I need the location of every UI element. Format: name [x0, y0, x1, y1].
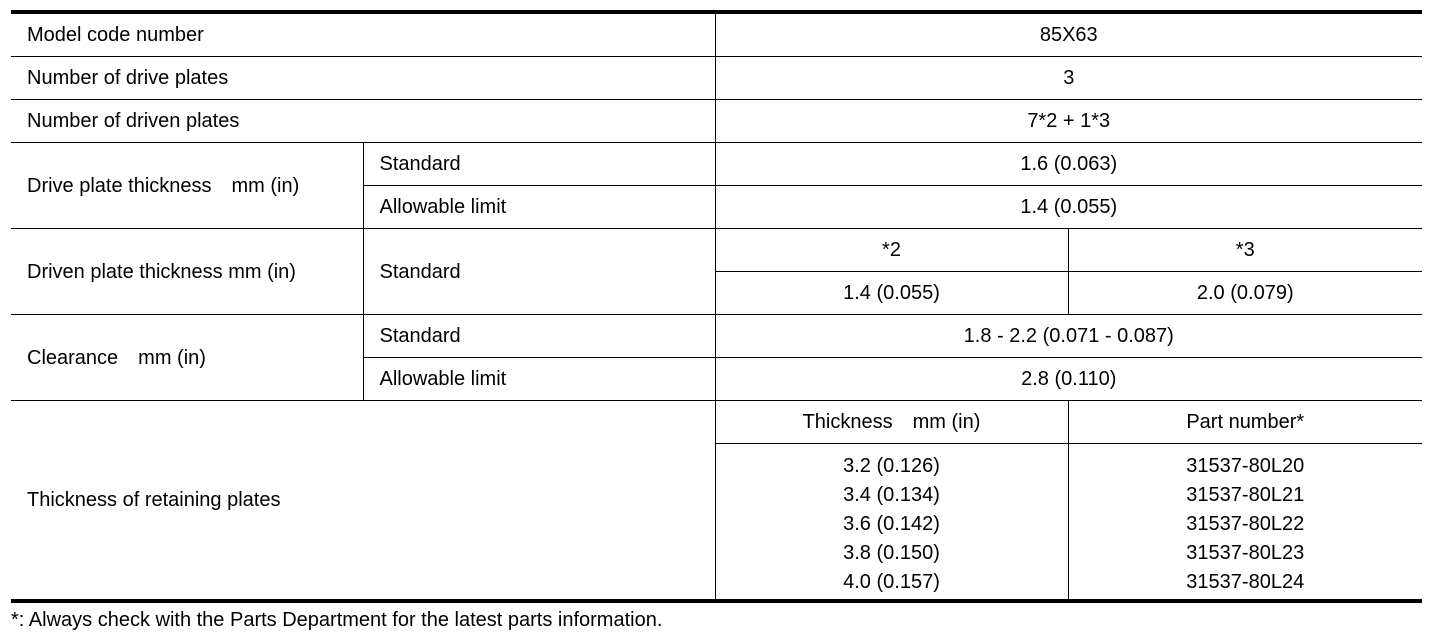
retaining-label: Thickness of retaining plates — [11, 401, 715, 602]
table-row — [11, 315, 1422, 358]
driven-col-b-value: 2.0 (0.079) — [1068, 272, 1422, 315]
drive-plates-value: 3 — [715, 57, 1422, 100]
drive-thickness-label: Drive plate thickness mm (in) — [11, 143, 363, 229]
model-code-label: Model code number — [11, 12, 715, 57]
retaining-part-header: Part number* — [1068, 401, 1422, 444]
drive-plates-label: Number of drive plates — [11, 57, 715, 100]
driven-thickness-standard-label: Standard — [363, 229, 715, 315]
clearance-standard-label: Standard — [363, 315, 715, 358]
table-row — [11, 100, 1422, 143]
retaining-thickness-list — [715, 444, 1068, 602]
clearance-limit-label: Allowable limit — [363, 358, 715, 401]
clearance-standard-value: 1.8 - 2.2 (0.071 - 0.087) — [715, 315, 1422, 358]
list-item: 31537-80L23 — [1186, 542, 1305, 564]
list-item: 3.6 (0.142) — [843, 513, 940, 535]
list-item: 3.2 (0.126) — [843, 455, 940, 477]
drive-thickness-standard-label: Standard — [363, 143, 715, 186]
clearance-limit-value: 2.8 (0.110) — [715, 358, 1422, 401]
list-item: 3.8 (0.150) — [843, 542, 940, 564]
drive-thickness-limit-value: 1.4 (0.055) — [715, 186, 1422, 229]
clearance-label: Clearance mm (in) — [11, 315, 363, 401]
list-item: 31537-80L20 — [1186, 455, 1305, 477]
clutch-spec-table — [11, 10, 1422, 603]
table-row — [11, 401, 1422, 444]
table-row — [11, 57, 1422, 100]
list-item: 4.0 (0.157) — [843, 571, 940, 593]
drive-thickness-standard-value: 1.6 (0.063) — [715, 143, 1422, 186]
driven-col-a-value: 1.4 (0.055) — [715, 272, 1068, 315]
list-item: 3.4 (0.134) — [843, 484, 940, 506]
retaining-thickness-header: Thickness mm (in) — [715, 401, 1068, 444]
table-row — [11, 12, 1422, 57]
drive-thickness-limit-label: Allowable limit — [363, 186, 715, 229]
driven-thickness-label: Driven plate thickness mm (in) — [11, 229, 363, 315]
driven-plates-value: 7*2 + 1*3 — [715, 100, 1422, 143]
driven-col-b-header: *3 — [1068, 229, 1422, 272]
driven-col-a-header: *2 — [715, 229, 1068, 272]
list-item: 31537-80L24 — [1186, 571, 1305, 593]
table-row — [11, 229, 1422, 272]
retaining-part-list — [1068, 444, 1422, 602]
list-item: 31537-80L22 — [1186, 513, 1305, 535]
footnote: *: Always check with the Parts Department for the latest parts information. — [11, 609, 663, 631]
table-row — [11, 143, 1422, 186]
driven-plates-label: Number of driven plates — [11, 100, 715, 143]
model-code-value: 85X63 — [715, 12, 1422, 57]
list-item: 31537-80L21 — [1186, 484, 1305, 506]
